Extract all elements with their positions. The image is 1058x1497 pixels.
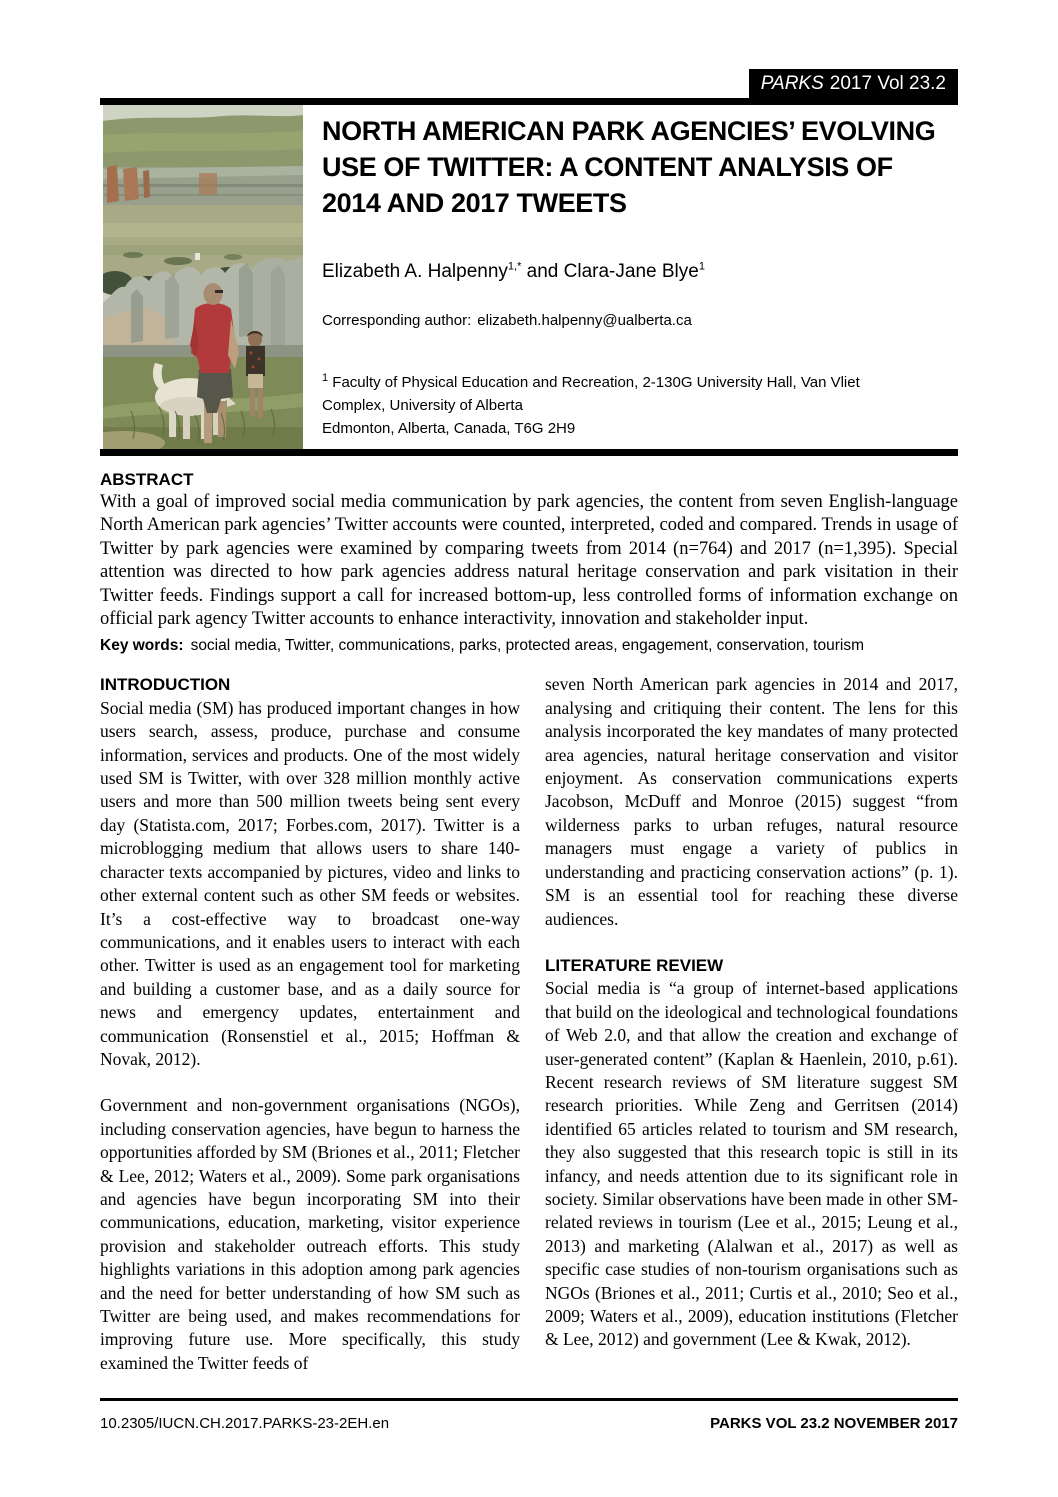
doi-text: 10.2305/IUCN.CH.2017.PARKS-23-2EH.en [100,1415,390,1432]
author-2-superscript: 1 [698,260,705,273]
volume-date-text: PARKS VOL 23.2 NOVEMBER 2017 [710,1415,958,1432]
author-2: Clara-Jane Blye [563,261,699,282]
abstract-heading: ABSTRACT [100,470,194,489]
article-header [100,105,958,449]
affiliation-block [322,371,884,440]
page-footer [100,1398,958,1432]
article-title: NORTH AMERICAN PARK AGENCIES’ EVOLVING USE OF TWITTER: A CONTENT ANALYSIS OF 2014 AND 2017 TWEETS [322,116,936,218]
badlands-photo-illustration [103,105,303,449]
keywords-label: Key words: [100,637,184,655]
masthead [100,69,958,98]
keywords-line [100,635,958,657]
authors-line [322,261,958,283]
affiliation-line [322,371,884,417]
issue-label: 2017 Vol 23.2 [829,73,946,94]
header-bottom-rule [100,449,958,456]
corresponding-label: Corresponding author: [322,312,472,329]
left-column [100,673,520,1375]
introduction-paragraph-2: Government and non-government organisations (NGOs), including conservation agencies, have begun to harness the opportunities afforded by SM (Briones et al., 2011; Fletcher & Lee, 2012; Waters et al., 2009). Some park organisations and agencies have begun incorporating SM into their communications, education, marketing, visitor experience provision and stakeholder outreach efforts. This study highlights variations in this adoption among park agencies and the need for better understanding of how SM such as Twitter are being used, and makes recommendations for improving future use. More specifically, this study examined the Twitter feeds of [100,1095,520,1373]
literature-review-heading: LITERATURE REVIEW [545,955,724,975]
introduction-paragraph-2-continued: seven North American park agencies in 2014 and 2017, analysing and critiquing their content. The lens for this analysis incorporated the key mandates of many protected area agencies, natural heritage conservation and visitor enjoyment. As conservation communications experts Jacobson, McDuff and Monroe (2015) suggest “from wilderness parks to urban refuges, natural resource managers must engage a variety of publics in understanding and practicing conservation actions” (p. 1). SM is an essential tool for reaching these diverse audiences. [545,674,958,929]
journal-issue-badge [749,69,958,98]
abstract-body: With a goal of improved social media communication by park agencies, the content from seven English-language North American park agencies’ Twitter accounts were counted, interpreted, coded and compared. Trends in usage of Twitter by park agencies were examined by comparing tweets from 2014 (n=764) and 2017 (n=1,395). Special attention was directed to how park agencies address natural heritage conservation and park visitation in their Twitter feeds. Findings support a call for increased bottom-up, less controlled forms of information exchange on official park agency Twitter accounts to enhance interactivity, innovation and stakeholder input. [100,492,958,630]
keywords-text: social media, Twitter, communications, parks, protected areas, engagement, conservation, tourism [190,637,864,655]
affiliation-city: Edmonton, Alberta, Canada, T6G 2H9 [322,420,576,437]
author-joiner: and [521,261,564,282]
journal-name: PARKS [760,73,824,94]
author-1: Elizabeth A. Halpenny [322,261,508,282]
hero-photo [103,105,303,449]
title-block [322,105,958,449]
affiliation-text: Faculty of Physical Education and Recreation, 2-130G University Hall, Van Vliet Complex, University of Alberta [322,374,860,414]
introduction-heading: INTRODUCTION [100,675,231,695]
right-column [545,673,958,1375]
corresponding-email: elizabeth.halpenny@ualberta.ca [477,312,692,329]
introduction-paragraph-1: Social media (SM) has produced important changes in how users search, assess, produce, purchase and consume information, services and products. One of the most widely used SM is Twitter, with over 328 million monthly active users and more than 500 million tweets being sent every day (Statista.com, 2017; Forbes.com, 2017). Twitter is a microblogging medium that allows users to share 140-character texts accompanied by pictures, video and links to other external content such as other SM feeds or websites. It’s a cost-effective way to broadcast one-way communications, and it enables users to interact with each other. Twitter is used as an engagement tool for marketing and building a customer base, and as a daily source for news and emergency updates, entertainment and communication (Ronsenstiel et al., 2015; Hoffman & Novak, 2012). [100,697,520,1069]
corresponding-author-line [322,312,958,329]
author-1-superscript: 1,* [507,260,522,273]
distant-hills [103,115,303,175]
literature-review-paragraph-1: Social media is “a group of internet-based applications that build on the ideological and technological foundations of Web 2.0, and that allow the creation and exchange of user-generated content” (Kaplan & Haenlein, 2010, p.61). Recent research reviews of SM literature suggest SM research priorities. While Zeng and Gerritsen (2014) identified 65 articles related to tourism and SM research, they also suggested that this research topic is still in its infancy, and needs attention due to its significant role in society. Similar observations have been made in other SM-related reviews in tourism (Lee et al., 2015; Leung et al., 2013) and marketing (Alalwan et al., 2017) as well as specific case studies of non-tourism organisations such as NGOs (Briones et al., 2011; Curtis et al., 2010; Seo et al., 2009; Waters et al., 2009), education institutions (Fletcher & Lee, 2012) and government (Lee & Kwak, 2012). [545,978,958,1350]
cliff-band [103,165,303,209]
affiliation-superscript: 1 [322,372,329,384]
two-column-body [100,673,958,1375]
top-rule [100,98,958,105]
